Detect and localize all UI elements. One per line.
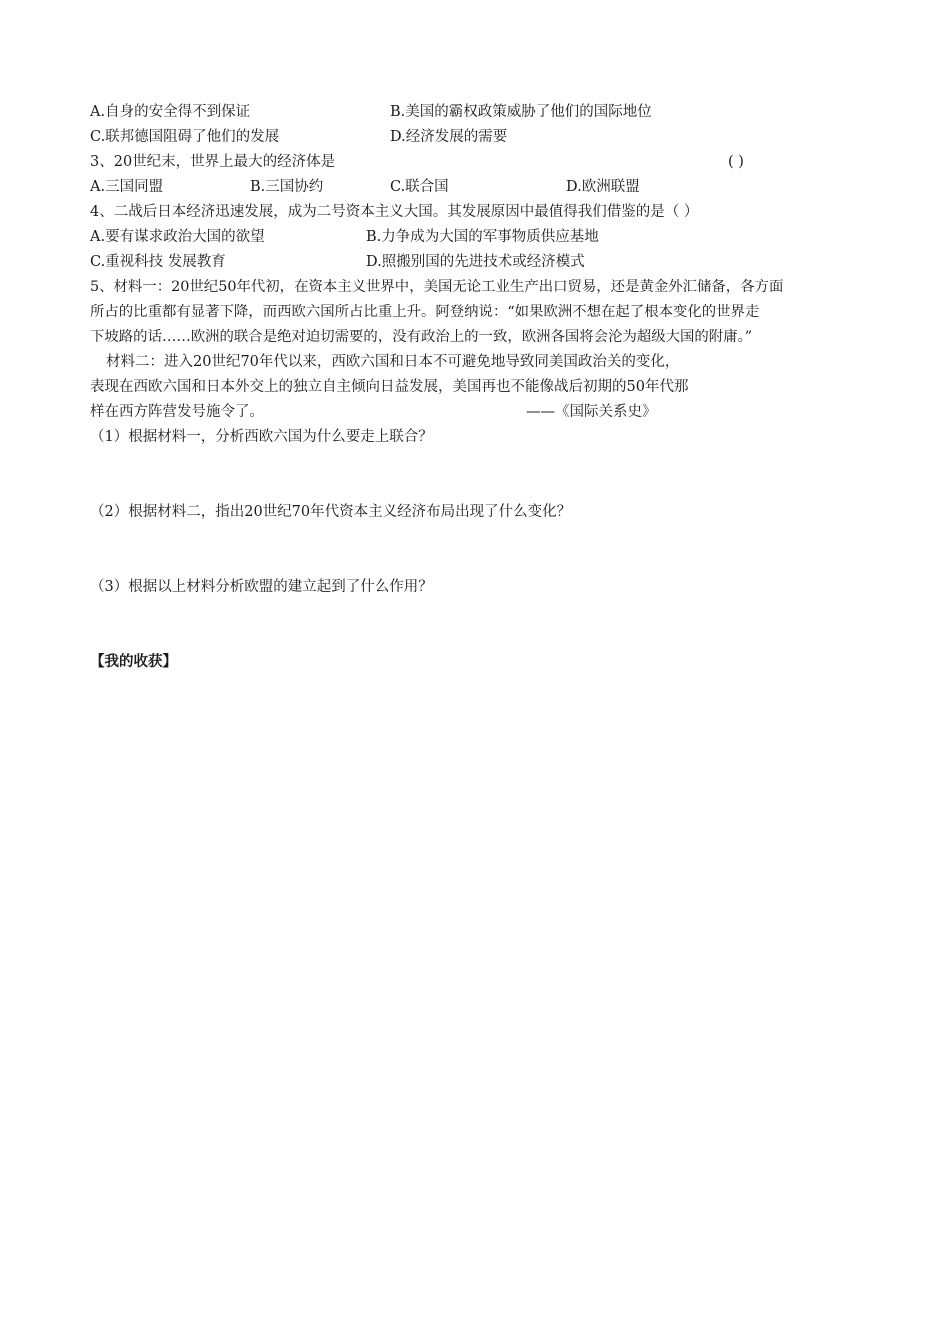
q5-source: ——《国际关系史》 <box>526 404 657 420</box>
q4-option-c: C.重视科技 发展教育 <box>90 254 226 270</box>
q4-stem: 4、二战后日本经济迅速发展，成为二号资本主义大国。其发展原因中最值得我们借鉴的是（ ） <box>90 204 699 220</box>
q2-option-b: B.美国的霸权政策威胁了他们的国际地位 <box>390 104 652 120</box>
q3-option-c: C.联合国 <box>390 179 449 195</box>
q3-option-a: A.三国同盟 <box>90 179 164 195</box>
q5-material-one-line2: 所占的比重都有显著下降，而西欧六国所占比重上升。阿登纳说：“如果欧洲不想在起了根本变化的世界走 <box>90 304 760 320</box>
q5-material-one-line3: 下坡路的话……欧洲的联合是绝对迫切需要的，没有政治上的一致，欧洲各国将会沦为超级大国的附庸。” <box>90 329 753 345</box>
q5-sub-question-2: （2）根据材料二，指出20世纪70年代资本主义经济布局出现了什么变化？ <box>90 504 572 520</box>
q5-material-two-line1: 材料二：进入20世纪70年代以来，西欧六国和日本不可避免地导致同美国政治关的变化， <box>106 354 680 370</box>
q3-option-d: D.欧洲联盟 <box>566 179 640 195</box>
q5-material-two-line3: 样在西方阵营发号施令了。 <box>90 404 264 420</box>
harvest-heading: 【我的收获】 <box>90 653 177 670</box>
q5-sub-question-3: （3）根据以上材料分析欧盟的建立起到了什么作用？ <box>90 579 433 595</box>
q5-sub-question-1: （1）根据材料一，分析西欧六国为什么要走上联合？ <box>90 429 433 445</box>
q5-material-one-line1: 5、材料一：20世纪50年代初，在资本主义世界中，美国无论工业生产出口贸易，还是黄金外汇储备，各方面 <box>90 279 784 295</box>
q4-option-a: A.要有谋求政治大国的欲望 <box>90 229 265 245</box>
q5-material-two-line2: 表现在西欧六国和日本外交上的独立自主倾向日益发展，美国再也不能像战后初期的50年代那 <box>90 379 689 395</box>
q3-stem: 3、20世纪末，世界上最大的经济体是 <box>90 154 336 170</box>
q2-option-d: D.经济发展的需要 <box>390 129 508 145</box>
q3-option-b: B.三国协约 <box>250 179 324 195</box>
q2-option-a: A.自身的安全得不到保证 <box>90 104 251 120</box>
q3-answer-paren: ( ) <box>728 154 744 170</box>
q4-option-d: D.照搬别国的先进技术或经济模式 <box>366 254 585 270</box>
q4-option-b: B.力争成为大国的军事物质供应基地 <box>366 229 599 245</box>
q2-option-c: C.联邦德国阻碍了他们的发展 <box>90 129 280 145</box>
